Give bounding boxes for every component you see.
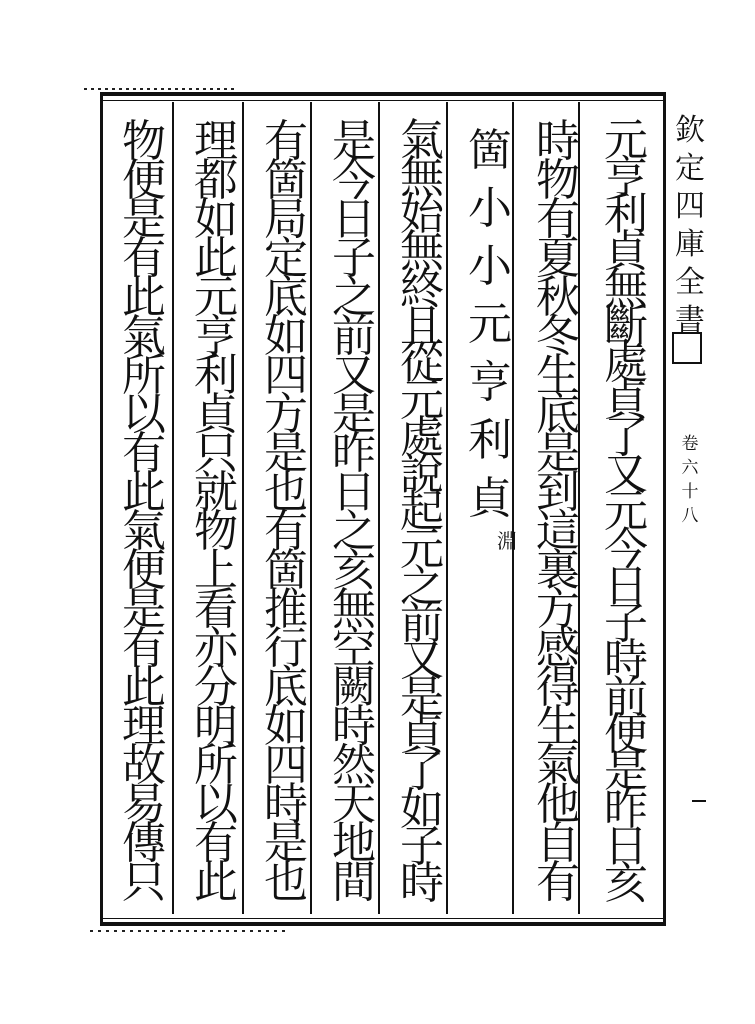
- scan-noise-top: [84, 88, 234, 90]
- text-column-1: [596, 115, 656, 909]
- character: 亥: [332, 545, 376, 596]
- fish-tail-mark: [672, 332, 702, 364]
- character: 推: [264, 584, 308, 635]
- character: 然: [332, 740, 376, 791]
- character: 箇: [264, 155, 308, 206]
- character: 小: [468, 183, 512, 234]
- character: 子: [604, 597, 648, 649]
- character: 子: [332, 233, 376, 284]
- character: 亥: [604, 857, 648, 909]
- frame-left-border: [100, 92, 103, 926]
- character: 只: [194, 428, 238, 479]
- character: 物: [194, 506, 238, 557]
- character: 時: [536, 116, 580, 167]
- character: 之: [332, 272, 376, 323]
- character: 四: [264, 350, 308, 401]
- character: 生: [536, 701, 580, 752]
- character: 此: [122, 467, 166, 518]
- margin-tick: [692, 800, 706, 802]
- character: 間: [332, 857, 376, 908]
- character: 如: [264, 311, 308, 362]
- page-margin-strip: [666, 92, 706, 926]
- character: 貞: [194, 389, 238, 440]
- character: 理: [194, 116, 238, 167]
- character: 氣: [122, 311, 166, 362]
- character: 得: [536, 662, 580, 713]
- text-column-7: [186, 116, 246, 908]
- character: 氣: [122, 506, 166, 557]
- character: 又: [604, 449, 648, 501]
- character: 如: [400, 783, 444, 835]
- character: 元: [604, 115, 648, 166]
- text-column-8: [114, 116, 174, 908]
- character: 貞: [604, 226, 648, 278]
- character: 物: [536, 155, 580, 206]
- character: 有: [122, 623, 166, 674]
- volume-character: 卷: [681, 434, 699, 454]
- character: 亨: [194, 311, 238, 362]
- character: 夏: [536, 233, 580, 284]
- character: 之: [400, 560, 444, 612]
- title-character: 庫: [675, 227, 705, 262]
- character: 亨: [468, 357, 512, 408]
- character: 箇: [468, 125, 512, 176]
- character: 是: [122, 584, 166, 635]
- text-column-4: [392, 115, 452, 909]
- character: 感: [536, 623, 580, 674]
- character: 元: [604, 486, 648, 538]
- character: 是: [604, 746, 648, 798]
- character: 說: [400, 449, 444, 501]
- character: 日: [332, 467, 376, 518]
- text-column-6: [256, 116, 316, 908]
- character: 無: [400, 152, 444, 204]
- character: 生: [536, 350, 580, 401]
- character: 底: [536, 389, 580, 440]
- character: 定: [264, 233, 308, 284]
- character: 前: [604, 672, 648, 724]
- character: 元: [400, 374, 444, 426]
- character: 氣: [536, 740, 580, 791]
- character: 又: [332, 350, 376, 401]
- character: 有: [194, 818, 238, 869]
- character: 亨: [604, 152, 648, 204]
- text-column-5: [324, 116, 384, 908]
- title-character: 全: [675, 265, 705, 300]
- character: 前: [400, 597, 444, 649]
- character: 利: [604, 189, 648, 241]
- character: 到: [536, 467, 580, 518]
- character: 都: [194, 155, 238, 206]
- character: 日: [604, 560, 648, 612]
- character: 裏: [536, 545, 580, 596]
- character: 元: [194, 272, 238, 323]
- character: 理: [122, 701, 166, 752]
- character: 有: [536, 857, 580, 908]
- character: 也: [264, 857, 308, 908]
- character: 終: [400, 263, 444, 315]
- character: 無: [332, 584, 376, 635]
- character: 就: [194, 467, 238, 518]
- character: 明: [194, 701, 238, 752]
- character: 有: [264, 506, 308, 557]
- character: 底: [264, 662, 308, 713]
- book-title-vertical: [674, 112, 706, 340]
- annotation-note: 淵: [497, 529, 517, 553]
- character: 子: [400, 820, 444, 872]
- character: 便: [604, 709, 648, 761]
- text-column-3: [460, 122, 520, 554]
- title-character: 四: [675, 189, 705, 224]
- character: 所: [122, 350, 166, 401]
- character: 是: [400, 672, 444, 724]
- character: 從: [400, 337, 444, 389]
- character: 前: [332, 311, 376, 362]
- character: 日: [332, 194, 376, 245]
- character: 看: [194, 584, 238, 635]
- character: 又: [400, 634, 444, 686]
- volume-number-vertical: [680, 432, 700, 528]
- frame-bottom-border: [100, 922, 666, 926]
- character: 此: [122, 272, 166, 323]
- character: 便: [122, 155, 166, 206]
- character: 貞: [604, 374, 648, 426]
- character: 之: [332, 506, 376, 557]
- character: 以: [122, 389, 166, 440]
- character: 局: [264, 194, 308, 245]
- character: 了: [604, 412, 648, 464]
- character: 是: [264, 818, 308, 869]
- character: 上: [194, 545, 238, 596]
- character: 天: [332, 779, 376, 830]
- character: 今: [604, 523, 648, 575]
- character: 冬: [536, 311, 580, 362]
- character: 小: [468, 241, 512, 292]
- character: 所: [194, 740, 238, 791]
- volume-character: 八: [681, 506, 699, 526]
- character: 亦: [194, 623, 238, 674]
- character: 傳: [122, 818, 166, 869]
- character: 這: [536, 506, 580, 557]
- character: 昨: [332, 428, 376, 479]
- character: 時: [604, 634, 648, 686]
- character: 秋: [536, 272, 580, 323]
- character: 斷: [604, 300, 648, 352]
- character: 故: [122, 740, 166, 791]
- character: 也: [264, 467, 308, 518]
- character: 了: [400, 746, 444, 798]
- character: 他: [536, 779, 580, 830]
- character: 今: [332, 155, 376, 206]
- character: 以: [194, 779, 238, 830]
- character: 如: [194, 194, 238, 245]
- character: 昨: [604, 783, 648, 835]
- character: 易: [122, 779, 166, 830]
- title-character: 欽: [675, 113, 705, 148]
- character: 是: [122, 194, 166, 245]
- character: 且: [400, 300, 444, 352]
- character: 是: [536, 428, 580, 479]
- character: 行: [264, 623, 308, 674]
- character: 氣: [400, 115, 444, 166]
- character: 物: [122, 116, 166, 167]
- character: 四: [264, 740, 308, 791]
- title-character: 定: [675, 151, 705, 186]
- character: 自: [536, 818, 580, 869]
- character: 地: [332, 818, 376, 869]
- frame-top-border: [100, 92, 666, 96]
- character: 底: [264, 272, 308, 323]
- character: 日: [604, 820, 648, 872]
- character: 便: [122, 545, 166, 596]
- character: 無: [604, 263, 648, 315]
- character: 此: [122, 662, 166, 713]
- character: 是: [332, 116, 376, 167]
- character: 是: [332, 389, 376, 440]
- character: 處: [400, 412, 444, 464]
- character: 有: [536, 194, 580, 245]
- text-column-2: [528, 116, 588, 908]
- frame-top-inner-border: [100, 100, 666, 101]
- character: 利: [194, 350, 238, 401]
- volume-character: 六: [681, 458, 699, 478]
- character: 有: [122, 233, 166, 284]
- character: 無: [400, 226, 444, 278]
- character: 處: [604, 337, 648, 389]
- character: 空: [332, 623, 376, 674]
- character: 箇: [264, 545, 308, 596]
- volume-character: 十: [681, 482, 699, 502]
- character: 有: [264, 116, 308, 167]
- character: 時: [264, 779, 308, 830]
- character: 貞: [400, 709, 444, 761]
- character: 只: [122, 857, 166, 908]
- character: 方: [536, 584, 580, 635]
- character: 有: [122, 428, 166, 479]
- character: 時: [400, 857, 444, 909]
- title-character: 書: [675, 303, 705, 338]
- character: 此: [194, 233, 238, 284]
- character: 分: [194, 662, 238, 713]
- character: 闕: [332, 662, 376, 713]
- character: 時: [332, 701, 376, 752]
- frame-bottom-inner-border: [100, 918, 666, 919]
- character: 起: [400, 486, 444, 538]
- scan-noise-bottom: [90, 930, 290, 932]
- character: 貞: [468, 473, 512, 524]
- character: 方: [264, 389, 308, 440]
- character: 此: [194, 857, 238, 908]
- page-frame: [100, 92, 666, 926]
- character: 元: [400, 523, 444, 575]
- character: 元: [468, 299, 512, 350]
- character: 利: [468, 415, 512, 466]
- character: 如: [264, 701, 308, 752]
- character: 始: [400, 189, 444, 241]
- character: 是: [264, 428, 308, 479]
